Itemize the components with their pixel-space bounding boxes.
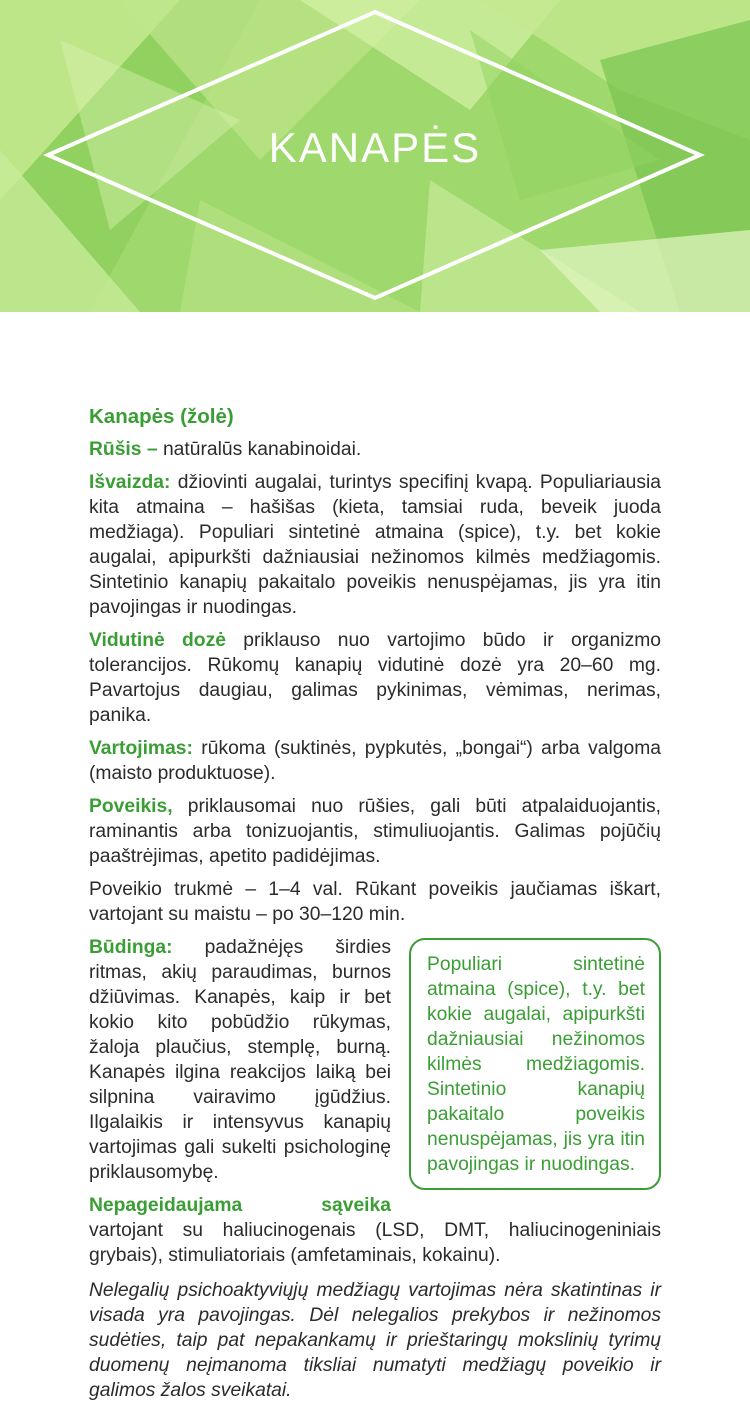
paragraph-poveikis — [89, 794, 661, 869]
paragraph-trukme: Poveikio trukmė – 1–4 val. Rūkant poveikis jaučiamas iškart, vartojant su maistu – po 30–120 min. — [89, 879, 661, 925]
text-doze: priklauso nuo vartojimo būdo ir organizmo tolerancijos. Rūkomų kanapių vidutinė dozė yra 20–60 mg. Pavartojus daugiau, galimas pykinimas, vėmimas, nerimas, panika. — [89, 630, 661, 726]
section-heading: Kanapės (žolė) — [89, 405, 234, 428]
label-isvaizda: Išvaizda: — [89, 472, 171, 493]
label-poveikis: Poveikis, — [89, 796, 173, 817]
text-isvaizda: džiovinti augalai, turintys specifinį kvapą. Populiariausia kita atmaina – hašišas (kieta, tamsiai ruda, beveik juoda medžiaga). Populiari sintetinė atmaina (spice), t.y. bet kokie augalai, apipurkšti dažniausiai nežinomos kilmės medžiagomis. Sintetinio kanapių pakaitalo poveikis nenuspėjamas, jis yra itin pavojingas ir nuodingas. — [89, 472, 661, 618]
text-budinga: padažnėjęs širdies ritmas, akių paraudimas, burnos džiūvimas. Kanapės, kaip ir bet kokio kito pobūdžio rūkymas, žaloja plaučius, stemplę, burną. Kanapės ilgina reakcijos laiką bei silpnina vairavimo įgūdžius. Ilgalaikis ir intensyvus kanapių vartojimas gali sukelti psichologinę priklausomybę. — [89, 937, 391, 1183]
label-vartojimas: Vartojimas: — [89, 738, 193, 759]
main-content — [89, 404, 661, 1411]
label-rusis: Rūšis – — [89, 439, 158, 460]
disclaimer-note: Nelegalių psichoaktyviųjų medžiagų vartojimas nėra skatintinas ir visada yra pavojingas. Dėl nelegalios prekybos ir nežinomos sudėties, taip pat nepakankamų ir prieštaringų mokslinių tyrimų duomenų neįmanoma tiksliai numatyti medžiagų poveikio ir galimos žalos sveikatai. — [89, 1280, 661, 1401]
text-saveika: vartojant su haliucinogenais (LSD, DMT, haliucinogeniniais grybais), stimuliatoriais (amfetaminais, kokainu). — [89, 1220, 661, 1266]
paragraph-vartojimas — [89, 736, 661, 786]
label-budinga: Būdinga: — [89, 937, 173, 958]
callout-box: Populiari sintetinė atmaina (spice), t.y. bet kokie augalai, apipurkšti dažniausiai nežinomos kilmės medžiagomis. Sintetinio kanapių pakaitalo poveikis nenuspėjamas, jis yra itin pavojingas ir nuodingas. — [409, 938, 661, 1190]
paragraph-saveika — [89, 1193, 661, 1268]
header-banner — [0, 0, 750, 312]
paragraph-doze — [89, 628, 661, 728]
text-rusis: natūralūs kanabinoidai. — [157, 439, 362, 460]
paragraph-rusis — [89, 437, 661, 462]
label-saveika: Nepageidaujama sąveika — [89, 1195, 391, 1216]
label-doze: Vidutinė dozė — [89, 630, 226, 651]
banner-title: KANAPĖS — [268, 124, 482, 171]
paragraph-isvaizda — [89, 470, 661, 620]
text-poveikis: priklausomai nuo rūšies, gali būti atpalaiduojantis, raminantis arba tonizuojantis, stimuliuojantis. Galimas pojūčių paaštrėjimas, apetito padidėjimas. — [89, 796, 661, 867]
text-vartojimas: rūkoma (suktinės, pypkutės, „bongai“) arba valgoma (maisto produktuose). — [89, 738, 661, 784]
